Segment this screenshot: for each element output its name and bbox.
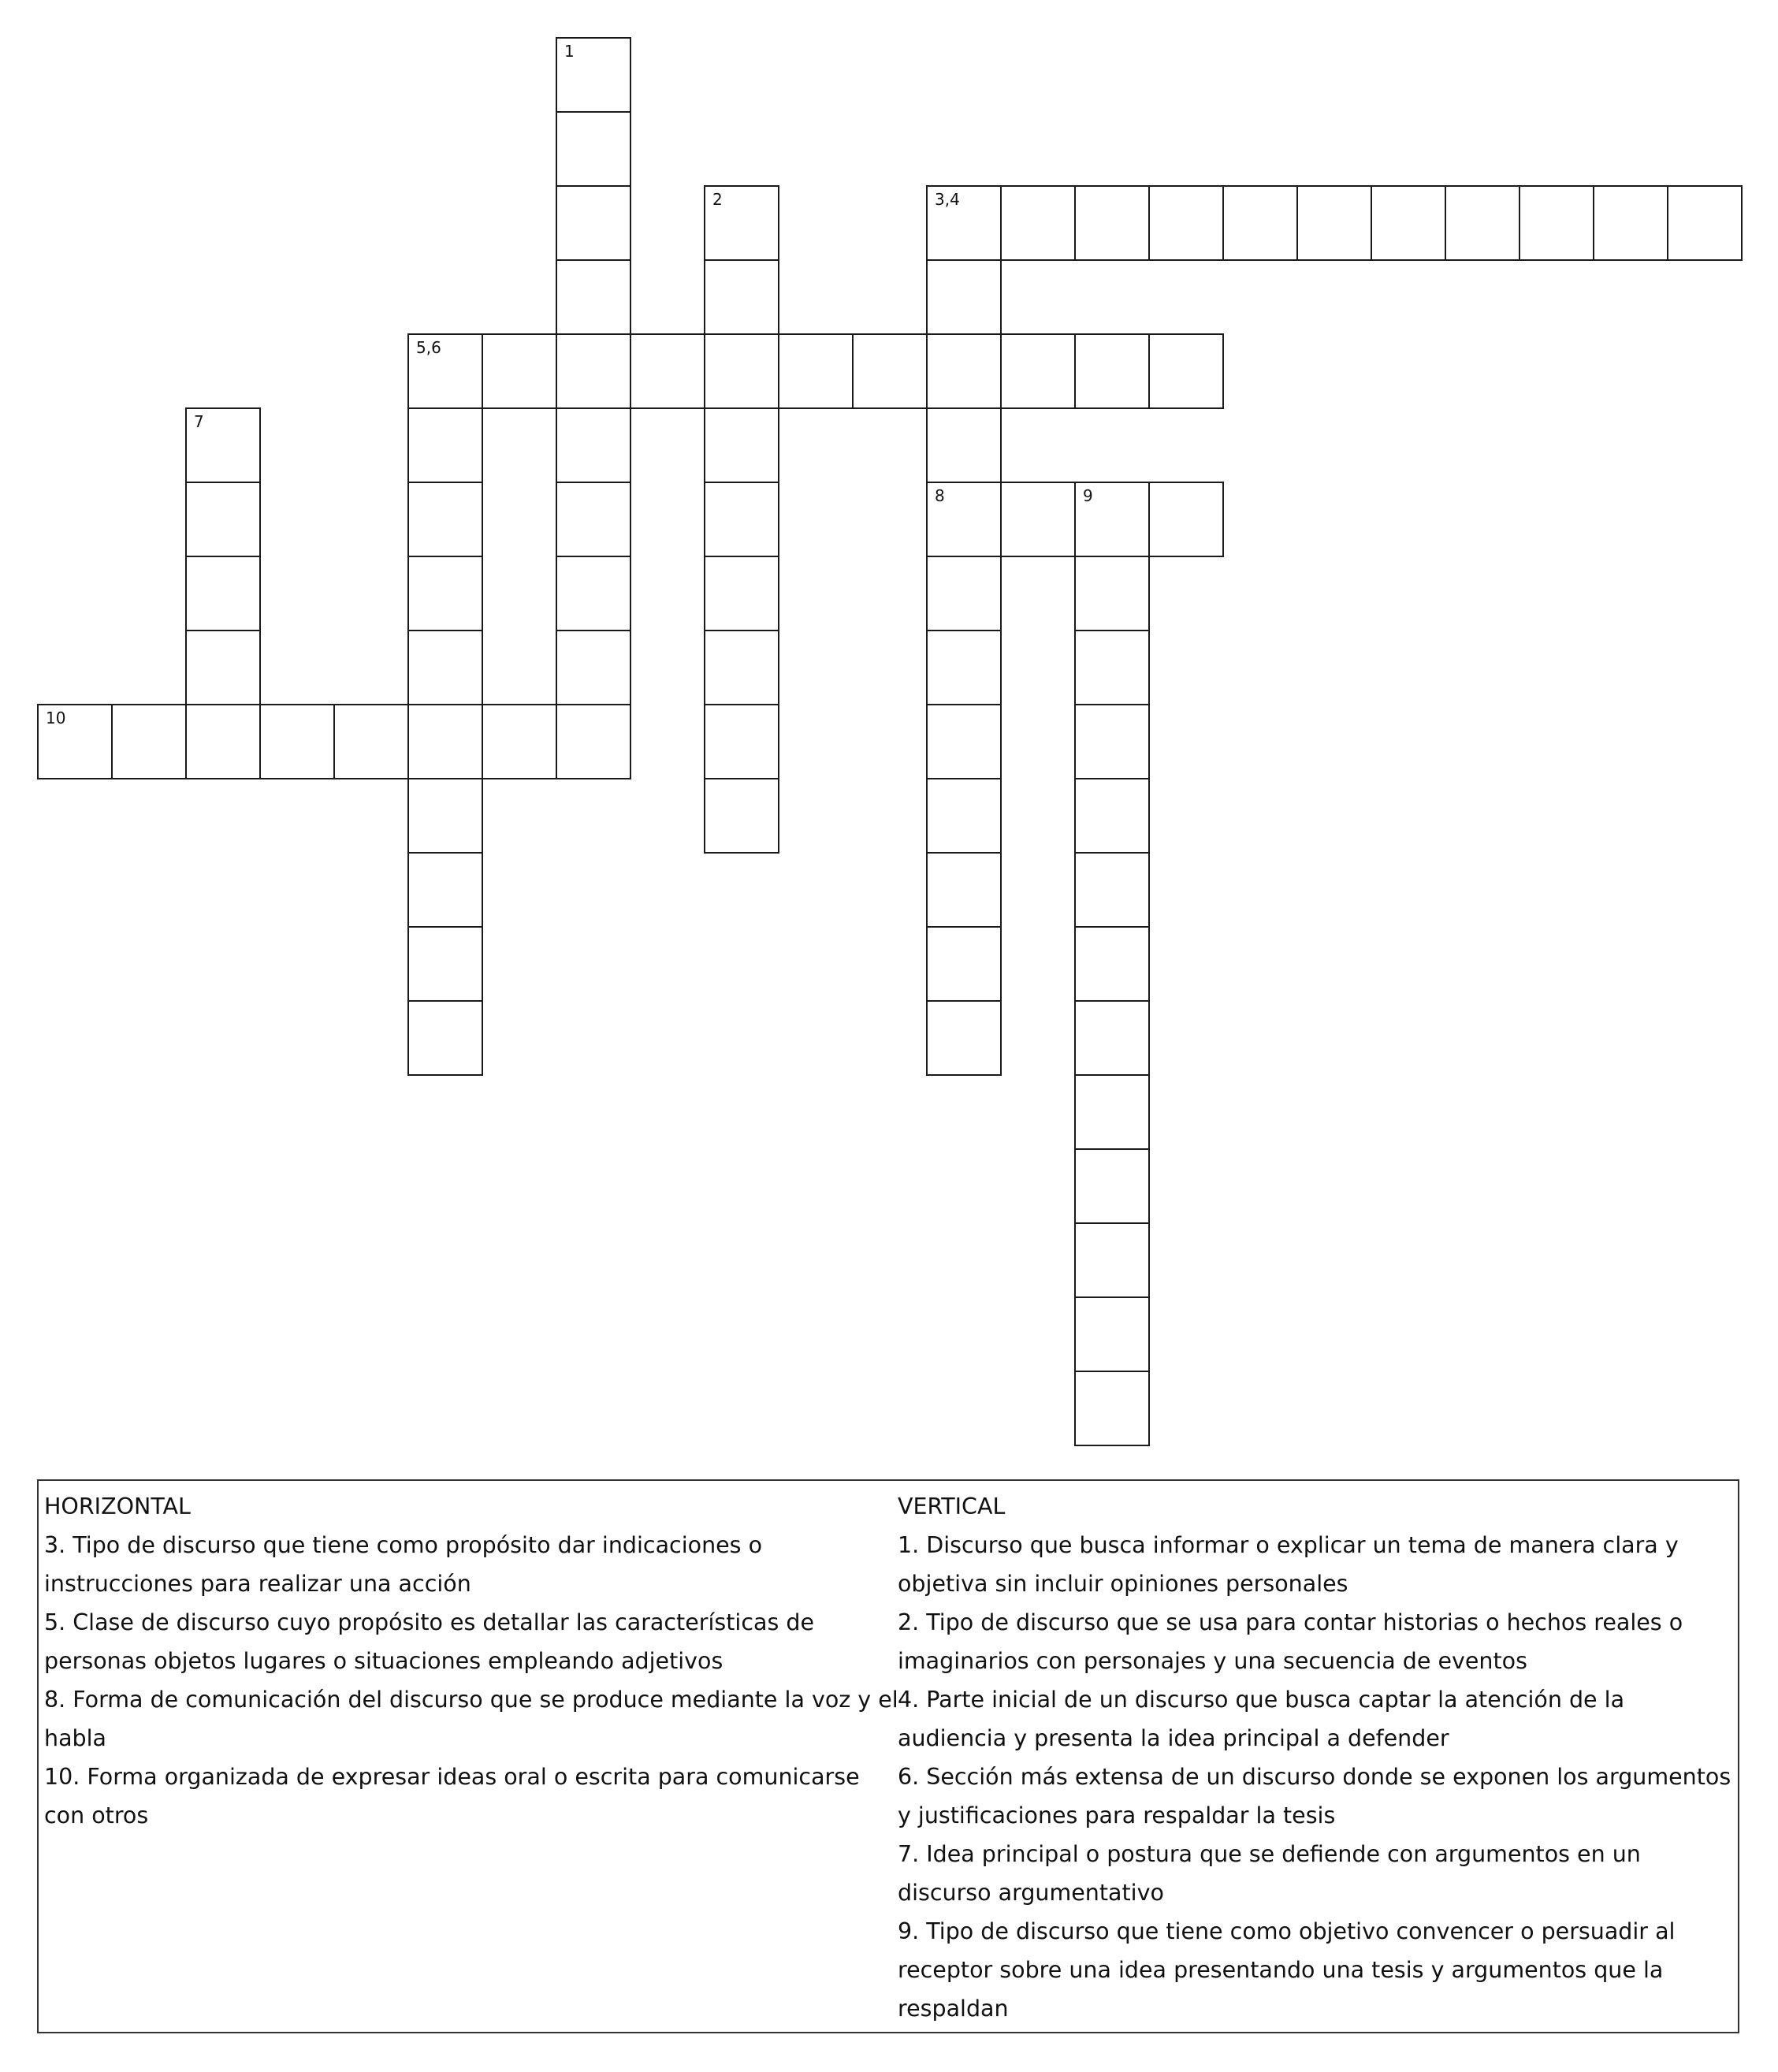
crossword-cell[interactable]	[185, 556, 261, 631]
clue-horizontal-5: 5. Clase de discurso cuyo propósito es detallar las características de personas objetos lugares o situaciones empleando adjetivos	[44, 1609, 815, 1674]
crossword-cell[interactable]	[407, 407, 483, 483]
crossword-cell[interactable]	[556, 407, 631, 483]
crossword-cell[interactable]	[704, 333, 779, 409]
crossword-cell[interactable]	[1296, 185, 1372, 261]
clue-vertical-9: 9. Tipo de discurso que tiene como objetivo convencer o persuadir al receptor sobre una idea presentando una tesis y argumentos que la respaldan	[898, 1918, 1676, 2022]
crossword-cell[interactable]	[1074, 185, 1150, 261]
crossword-cell[interactable]	[556, 482, 631, 557]
crossword-cell[interactable]	[1074, 704, 1150, 779]
crossword-cell[interactable]	[556, 185, 631, 261]
crossword-cell[interactable]	[1519, 185, 1594, 261]
clue-number: 9	[1083, 486, 1093, 505]
crossword-cell[interactable]	[407, 778, 483, 854]
crossword-cell[interactable]	[185, 630, 261, 705]
crossword-cell[interactable]	[1000, 482, 1076, 557]
vertical-heading: VERTICAL	[898, 1494, 1006, 1520]
crossword-cell[interactable]	[1667, 185, 1743, 261]
clues-box	[37, 1479, 1739, 2033]
crossword-cell[interactable]	[407, 630, 483, 705]
crossword-cell[interactable]	[704, 407, 779, 483]
crossword-cell[interactable]	[926, 1000, 1002, 1076]
crossword-cell[interactable]	[556, 37, 631, 113]
crossword-cell[interactable]	[1074, 778, 1150, 854]
clue-horizontal-3: 3. Tipo de discurso que tiene como propósito dar indicaciones o instrucciones para realizar una acción	[44, 1532, 763, 1597]
crossword-cell[interactable]	[926, 778, 1002, 854]
crossword-cell[interactable]	[704, 185, 779, 261]
clue-horizontal-10: 10. Forma organizada de expresar ideas oral o escrita para comunicarse con otros	[44, 1764, 860, 1828]
crossword-cell[interactable]	[259, 704, 335, 779]
crossword-cell[interactable]	[704, 482, 779, 557]
clue-vertical-7: 7. Idea principal o postura que se defiende con argumentos en un discurso argumentativo	[898, 1841, 1641, 1906]
crossword-cell[interactable]	[1074, 1222, 1150, 1298]
crossword-cell[interactable]	[407, 482, 483, 557]
crossword-cell[interactable]	[926, 482, 1002, 557]
crossword-cell[interactable]	[1074, 1148, 1150, 1224]
clue-number: 10	[46, 709, 66, 727]
crossword-cell[interactable]	[407, 1000, 483, 1076]
crossword-cell[interactable]	[185, 407, 261, 483]
crossword-cell[interactable]	[630, 333, 705, 409]
vertical-clues	[898, 1487, 1733, 2028]
crossword-cell[interactable]	[926, 630, 1002, 705]
crossword-cell[interactable]	[926, 185, 1002, 261]
clue-number: 5,6	[416, 338, 441, 357]
crossword-cell[interactable]	[926, 556, 1002, 631]
clue-vertical-4: 4. Parte inicial de un discurso que busca captar la atención de la audiencia y presenta la idea principal a defender	[898, 1687, 1625, 1751]
crossword-cell[interactable]	[185, 482, 261, 557]
crossword-cell[interactable]	[926, 852, 1002, 928]
crossword-cell[interactable]	[556, 259, 631, 335]
clue-vertical-6: 6. Sección más extensa de un discurso donde se exponen los argumentos y justificaciones para respaldar la tesis	[898, 1764, 1732, 1828]
crossword-cell[interactable]	[1148, 482, 1224, 557]
horizontal-heading: HORIZONTAL	[44, 1494, 191, 1520]
crossword-cell[interactable]	[704, 259, 779, 335]
crossword-cell[interactable]	[333, 704, 409, 779]
crossword-cell[interactable]	[185, 704, 261, 779]
crossword-cell[interactable]	[407, 852, 483, 928]
clue-number: 3,4	[935, 190, 960, 209]
crossword-cell[interactable]	[556, 556, 631, 631]
crossword-cell[interactable]	[1074, 333, 1150, 409]
crossword-cell[interactable]	[407, 926, 483, 1002]
crossword-cell[interactable]	[704, 556, 779, 631]
crossword-cell[interactable]	[1593, 185, 1668, 261]
clue-vertical-2: 2. Tipo de discurso que se usa para contar historias o hechos reales o imaginarios con personajes y una secuencia de eventos	[898, 1609, 1683, 1674]
crossword-cell[interactable]	[704, 704, 779, 779]
clue-horizontal-8: 8. Forma de comunicación del discurso que se produce mediante la voz y el habla	[44, 1687, 898, 1751]
crossword-cell[interactable]	[1445, 185, 1520, 261]
crossword-cell[interactable]	[482, 333, 557, 409]
crossword-cell[interactable]	[1148, 185, 1224, 261]
crossword-cell[interactable]	[926, 926, 1002, 1002]
clue-vertical-1: 1. Discurso que busca informar o explicar un tema de manera clara y objetiva sin incluir opiniones personales	[898, 1532, 1679, 1597]
crossword-cell[interactable]	[1074, 1000, 1150, 1076]
crossword-cell[interactable]	[1074, 1296, 1150, 1372]
crossword-cell[interactable]	[704, 778, 779, 854]
crossword-cell[interactable]	[407, 556, 483, 631]
crossword-cell[interactable]	[556, 111, 631, 187]
crossword-cell[interactable]	[1222, 185, 1298, 261]
crossword-cell[interactable]	[1074, 630, 1150, 705]
crossword-cell[interactable]	[407, 704, 483, 779]
crossword-cell[interactable]	[37, 704, 113, 779]
crossword-cell[interactable]	[778, 333, 854, 409]
crossword-cell[interactable]	[1074, 926, 1150, 1002]
crossword-cell[interactable]	[556, 333, 631, 409]
crossword-cell[interactable]	[852, 333, 928, 409]
clue-number: 7	[194, 412, 204, 431]
clue-number: 8	[935, 486, 945, 505]
crossword-cell[interactable]	[926, 333, 1002, 409]
crossword-cell[interactable]	[1000, 185, 1076, 261]
crossword-cell[interactable]	[556, 630, 631, 705]
clue-number: 2	[712, 190, 723, 209]
crossword-cell[interactable]	[1074, 556, 1150, 631]
clue-number: 1	[564, 42, 575, 61]
crossword-cell[interactable]	[1371, 185, 1446, 261]
crossword-cell[interactable]	[926, 704, 1002, 779]
crossword-cell[interactable]	[407, 333, 483, 409]
horizontal-clues	[44, 1487, 899, 1835]
crossword-cell[interactable]	[926, 407, 1002, 483]
crossword-cell[interactable]	[1074, 1371, 1150, 1446]
crossword-cell[interactable]	[926, 259, 1002, 335]
crossword-cell[interactable]	[1074, 852, 1150, 928]
crossword-cell[interactable]	[556, 704, 631, 779]
crossword-cell[interactable]	[1000, 333, 1076, 409]
crossword-cell[interactable]	[111, 704, 187, 779]
crossword-cell[interactable]	[1074, 1074, 1150, 1150]
crossword-cell[interactable]	[1074, 482, 1150, 557]
crossword-cell[interactable]	[704, 630, 779, 705]
crossword-cell[interactable]	[482, 704, 557, 779]
crossword-cell[interactable]	[1148, 333, 1224, 409]
